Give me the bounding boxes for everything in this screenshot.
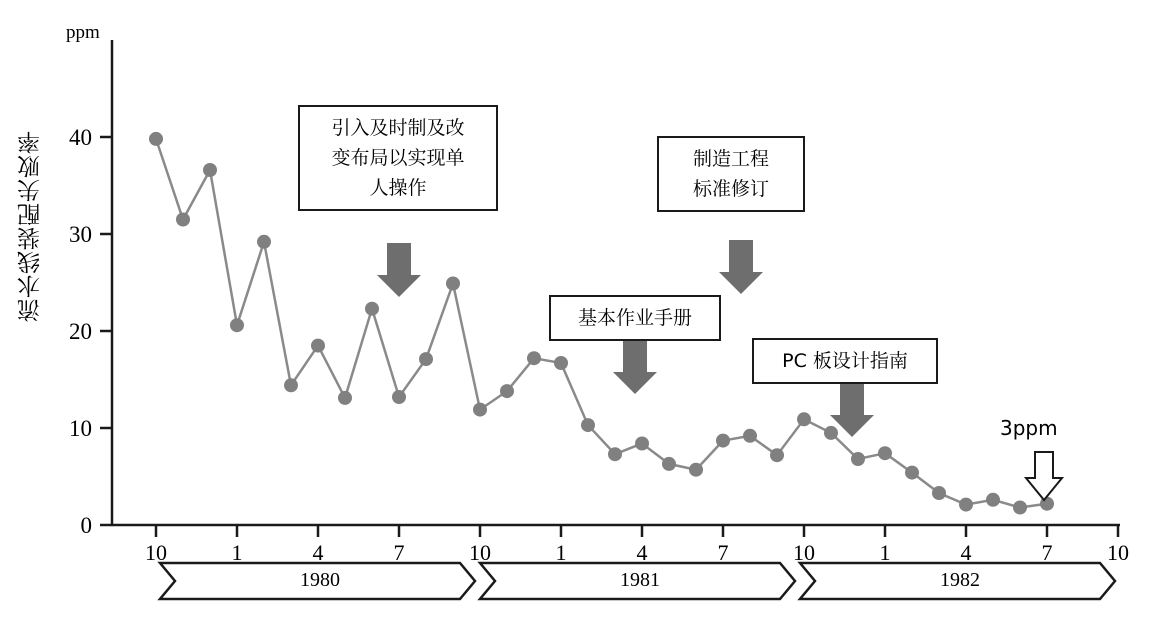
data-point-marker: [878, 446, 892, 460]
svg-text:20: 20: [69, 319, 92, 344]
data-point-marker: [770, 448, 784, 462]
x-tick-label: 7: [393, 540, 405, 565]
annotation-box-pc-board-guide: [752, 338, 938, 384]
year-band-label-1981: 1981: [620, 569, 660, 591]
data-point-marker: [284, 378, 298, 392]
annotation-line: 制造工程: [692, 148, 769, 170]
y-axis-title: 流水线装配失败率: [18, 130, 44, 322]
x-tick-label: 7: [717, 540, 729, 565]
data-point-marker: [905, 466, 919, 480]
x-tick-label: 4: [636, 540, 648, 565]
y-tick-labels: [69, 125, 92, 538]
data-point-marker: [527, 351, 541, 365]
annotation-arrow-jit: [377, 243, 421, 297]
data-point-marker: [419, 352, 433, 366]
data-point-marker: [716, 434, 730, 448]
data-point-marker: [986, 493, 1000, 507]
annotation-arrow-manufacturing-standard: [719, 240, 763, 294]
data-point-marker: [797, 412, 811, 426]
annotation-line: 基本作业手册: [577, 307, 692, 329]
data-point-marker: [662, 457, 676, 471]
data-point-marker: [932, 486, 946, 500]
x-tick-label: 10: [469, 540, 491, 565]
data-point-marker: [959, 498, 973, 512]
data-point-marker: [149, 132, 163, 146]
annotation-line: 人操作: [369, 177, 427, 199]
year-band-label-1980: 1980: [300, 569, 340, 591]
x-tick-label: 1: [879, 540, 891, 565]
svg-text:0: 0: [80, 513, 92, 538]
annotation-line: 标准修订: [692, 178, 769, 200]
y-axis-unit-label: ppm: [66, 22, 100, 43]
data-point-marker: [230, 318, 244, 332]
callout-arrow-3ppm: [1026, 452, 1062, 500]
annotation-box-manufacturing-standard: [657, 136, 805, 212]
data-point-marker: [311, 339, 325, 353]
annotation-box-jit: [298, 105, 498, 211]
data-point-marker: [743, 429, 757, 443]
annotation-line: 变布局以实现单: [331, 147, 465, 169]
x-tick-label: 10: [793, 540, 815, 565]
data-point-marker: [257, 235, 271, 249]
annotation-arrow-basic-manual: [613, 340, 657, 394]
callout-label-3ppm: 3ppm: [1000, 416, 1058, 440]
annotation-line: 引入及时制及改: [331, 117, 465, 139]
x-tick-label: 4: [960, 540, 972, 565]
data-point-marker: [689, 463, 703, 477]
data-point-marker: [851, 452, 865, 466]
svg-text:10: 10: [69, 416, 92, 441]
data-point-marker: [365, 302, 379, 316]
x-tick-label: 10: [1107, 540, 1129, 565]
data-point-marker: [392, 390, 406, 404]
data-point-marker: [581, 418, 595, 432]
data-point-marker: [500, 384, 514, 398]
data-point-marker: [176, 213, 190, 227]
data-point-marker: [554, 356, 568, 370]
x-tick-label: 1: [231, 540, 243, 565]
data-point-marker: [203, 163, 217, 177]
data-point-marker: [635, 437, 649, 451]
data-point-marker: [824, 426, 838, 440]
data-point-marker: [338, 391, 352, 405]
y-tick-marks: [100, 137, 112, 525]
x-tick-labels: [145, 540, 1129, 565]
data-point-marker: [473, 403, 487, 417]
data-point-marker: [1013, 501, 1027, 515]
data-point-marker: [608, 447, 622, 461]
x-tick-label: 4: [312, 540, 324, 565]
svg-text:30: 30: [69, 222, 92, 247]
x-tick-label: 7: [1041, 540, 1053, 565]
x-tick-marks: [156, 525, 1118, 537]
svg-text:40: 40: [69, 125, 92, 150]
x-tick-label: 1: [555, 540, 567, 565]
data-point-marker: [446, 277, 460, 291]
x-tick-label: 10: [145, 540, 167, 565]
year-band-label-1982: 1982: [940, 569, 980, 591]
annotation-line: PC 板设计指南: [782, 350, 908, 372]
annotation-box-basic-manual: [549, 295, 721, 341]
